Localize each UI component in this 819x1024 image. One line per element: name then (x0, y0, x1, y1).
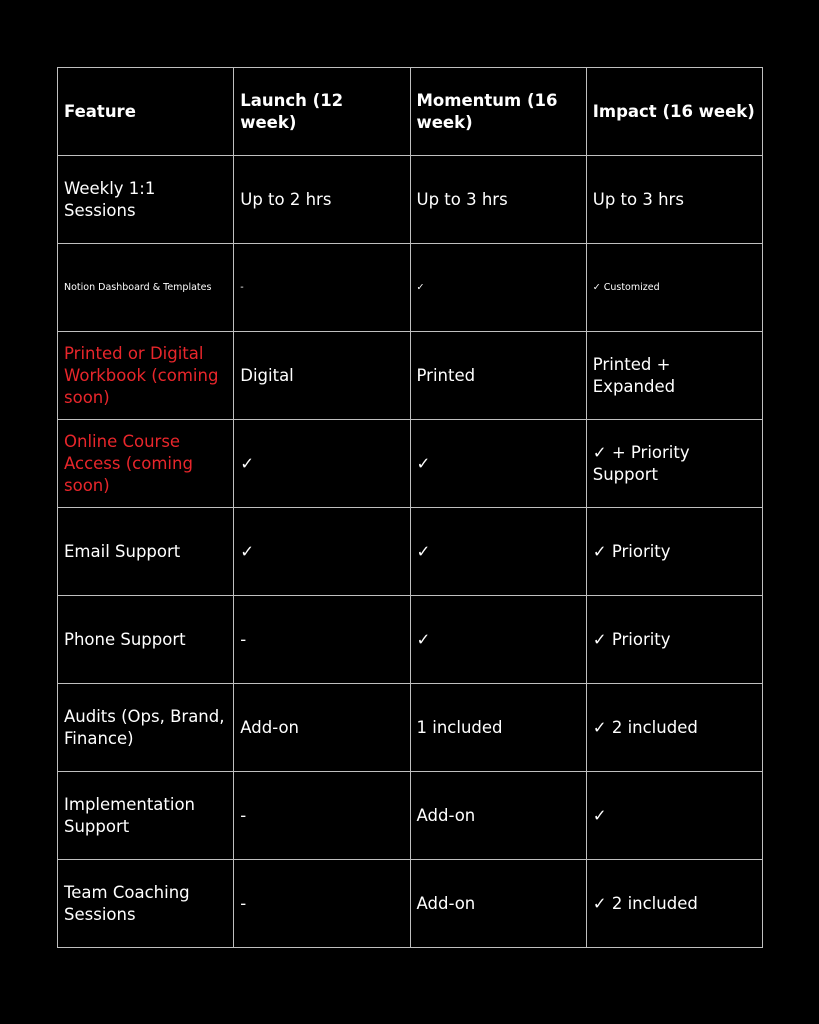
cell-impact: ✓ 2 included (586, 860, 762, 948)
cell-impact: ✓ + Priority Support (586, 420, 762, 508)
cell-launch: - (234, 596, 410, 684)
cell-feature: Online Course Access (coming soon) (58, 420, 234, 508)
table-row (58, 508, 763, 596)
cell-impact: Up to 3 hrs (586, 156, 762, 244)
table-body (58, 156, 763, 948)
cell-impact: ✓ Customized (586, 244, 762, 332)
cell-impact: Printed + Expanded (586, 332, 762, 420)
cell-launch: ✓ (234, 420, 410, 508)
header-launch: Launch (12 week) (234, 68, 410, 156)
cell-momentum: ✓ (410, 508, 586, 596)
cell-feature: Implementation Support (58, 772, 234, 860)
table-row (58, 860, 763, 948)
header-momentum: Momentum (16 week) (410, 68, 586, 156)
table-row (58, 420, 763, 508)
cell-impact: ✓ Priority (586, 508, 762, 596)
table-row (58, 332, 763, 420)
cell-feature: Email Support (58, 508, 234, 596)
cell-feature: Notion Dashboard & Templates (58, 244, 234, 332)
cell-launch: - (234, 772, 410, 860)
cell-momentum: Add-on (410, 860, 586, 948)
comparison-table (57, 67, 763, 948)
header-row (58, 68, 763, 156)
cell-impact: ✓ (586, 772, 762, 860)
cell-feature: Team Coaching Sessions (58, 860, 234, 948)
cell-momentum: Add-on (410, 772, 586, 860)
table-row (58, 244, 763, 332)
cell-momentum: Up to 3 hrs (410, 156, 586, 244)
header-impact: Impact (16 week) (586, 68, 762, 156)
cell-feature: Audits (Ops, Brand, Finance) (58, 684, 234, 772)
cell-launch: Add-on (234, 684, 410, 772)
cell-momentum: 1 included (410, 684, 586, 772)
cell-launch: Digital (234, 332, 410, 420)
table-row (58, 772, 763, 860)
cell-launch: - (234, 860, 410, 948)
table-row (58, 596, 763, 684)
cell-momentum: ✓ (410, 244, 586, 332)
cell-momentum: Printed (410, 332, 586, 420)
cell-impact: ✓ Priority (586, 596, 762, 684)
cell-feature: Weekly 1:1 Sessions (58, 156, 234, 244)
cell-feature: Printed or Digital Workbook (coming soon) (58, 332, 234, 420)
header-feature: Feature (58, 68, 234, 156)
cell-launch: Up to 2 hrs (234, 156, 410, 244)
cell-launch: ✓ (234, 508, 410, 596)
cell-momentum: ✓ (410, 596, 586, 684)
table-row (58, 684, 763, 772)
cell-impact: ✓ 2 included (586, 684, 762, 772)
cell-launch: - (234, 244, 410, 332)
table-row (58, 156, 763, 244)
cell-feature: Phone Support (58, 596, 234, 684)
cell-momentum: ✓ (410, 420, 586, 508)
